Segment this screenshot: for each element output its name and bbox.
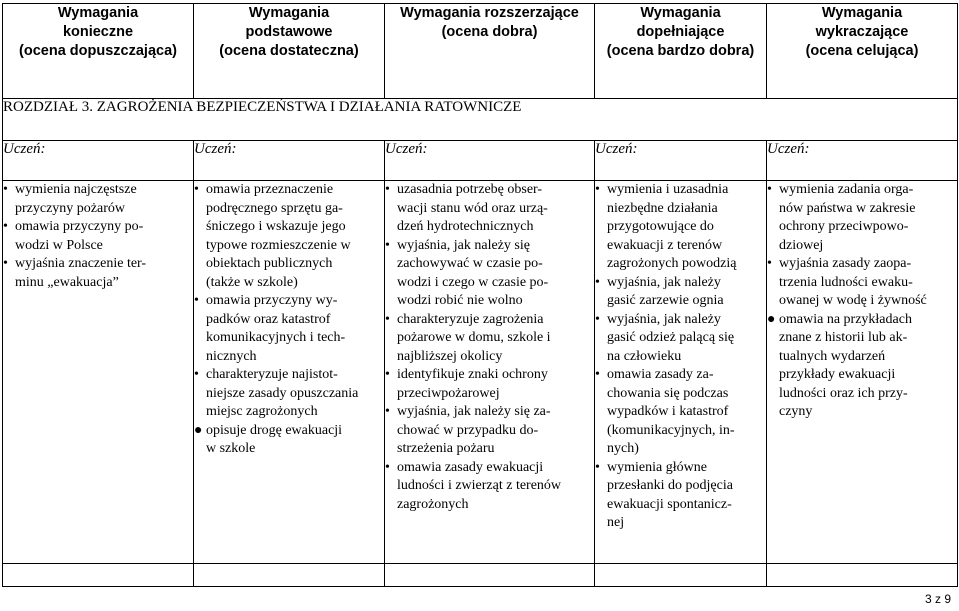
bullet-icon: •: [595, 367, 600, 382]
requirement-text: w szkole: [206, 441, 256, 456]
requirement-line: [194, 200, 384, 219]
requirement-line: [385, 255, 594, 274]
bullet-icon: •: [767, 256, 772, 271]
header-row: [3, 4, 958, 99]
requirement-line: [385, 181, 594, 200]
requirement-text: ludności oraz ich przy-: [779, 385, 908, 401]
requirement-text: ewakuacji spontanicz-: [607, 496, 732, 512]
header-line: dopełniające: [636, 24, 725, 40]
requirement-line: [194, 292, 384, 311]
header-cell: [385, 4, 595, 99]
requirement-line: [194, 218, 384, 237]
requirement-line: [3, 237, 193, 256]
bullet-icon: •: [767, 182, 772, 197]
header-line: (ocena celująca): [805, 43, 919, 59]
requirement-line: [3, 181, 193, 200]
requirement-line: [385, 348, 594, 367]
bullet-icon: •: [595, 182, 600, 197]
blank-row: [3, 564, 958, 587]
requirement-line: [595, 329, 766, 348]
requirement-text: omawia zasady ewakuacji: [397, 459, 544, 475]
bullet-icon: •: [194, 182, 199, 197]
requirement-text: gasić odzież palącą się: [607, 330, 735, 345]
requirement-text: wacji stanu wód oraz urzą-: [397, 200, 548, 216]
bullet-icon: •: [385, 237, 390, 253]
blank-cell: [385, 564, 595, 587]
requirement-line: [595, 514, 766, 533]
requirement-line: [767, 385, 957, 404]
bullet-icon: •: [3, 256, 8, 271]
chapter-row: [3, 99, 958, 141]
requirement-text: charakteryzuje najistot-: [206, 367, 338, 382]
bullet-icon: •: [385, 459, 390, 475]
uczen-label: Uczeń:: [194, 141, 385, 181]
requirement-line: [385, 496, 594, 515]
requirement-line: [595, 496, 766, 515]
requirement-line: [595, 292, 766, 311]
requirement-text: omawia zasady za-: [607, 367, 714, 382]
requirement-text: wymienia i uzasadnia: [607, 182, 729, 197]
requirement-text: wodzi w Polsce: [15, 237, 103, 253]
requirement-text: chować w przypadku do-: [397, 422, 539, 438]
requirement-text: charakteryzuje zagrożenia: [397, 311, 544, 327]
blank-cell: [194, 564, 385, 587]
header-line: Wymagania rozszerzające: [400, 5, 579, 21]
requirement-line: [595, 200, 766, 219]
requirement-text: wymienia główne: [607, 459, 707, 475]
requirement-text: niezbędne działania: [607, 200, 718, 216]
bullet-icon: •: [595, 274, 600, 290]
requirement-line: [194, 366, 384, 385]
requirement-text: zachowywać w czasie po-: [397, 256, 543, 271]
uczen-label: Uczeń:: [3, 141, 194, 181]
requirement-line: [194, 385, 384, 404]
requirement-line: [767, 181, 957, 200]
requirement-text: obiektach publicznych: [206, 256, 333, 271]
requirement-line: [595, 255, 766, 274]
requirement-line: [767, 292, 957, 311]
requirement-line: [385, 422, 594, 441]
requirement-text: nych): [607, 441, 639, 456]
requirement-line: [3, 200, 193, 219]
requirement-line: [194, 348, 384, 367]
chapter-title: ROZDZIAŁ 3. ZAGROŻENIA BEZPIECZEŃSTWA I DZIAŁANIA RATOWNICZE: [3, 99, 958, 141]
uczen-label: Uczeń:: [385, 141, 595, 181]
bullet-icon: ●: [767, 311, 776, 327]
requirement-line: [385, 366, 594, 385]
requirement-text: omawia przyczyny wy-: [206, 293, 338, 308]
requirement-line: [767, 255, 957, 274]
requirement-text: chowania się podczas: [607, 385, 729, 401]
requirement-line: [3, 255, 193, 274]
header-line: (ocena dopuszczająca): [19, 43, 177, 59]
requirement-text: przeciwpożarowej: [397, 385, 500, 401]
requirement-text: zagrożonych: [397, 496, 469, 512]
header-line: Wymagania: [640, 5, 721, 21]
requirement-text: wyjaśnia znaczenie ter-: [15, 256, 147, 271]
bullet-icon: •: [194, 293, 199, 308]
requirement-text: nej: [607, 515, 625, 530]
requirement-text: podręcznego sprzętu ga-: [206, 200, 343, 216]
requirement-text: przygotowujące do: [607, 219, 714, 234]
requirement-text: opisuje drogę ewakuacji: [206, 422, 343, 438]
requirement-text: pożarowe w domu, szkole i: [397, 330, 551, 345]
requirement-text: przykłady ewakuacji: [779, 367, 896, 382]
requirement-line: [767, 403, 957, 422]
requirement-line: [767, 348, 957, 367]
requirement-text: wyjaśnia, jak należy się: [397, 237, 530, 253]
requirement-line: [767, 329, 957, 348]
header-cell: [595, 4, 767, 99]
requirement-line: [767, 237, 957, 256]
requirement-line: [385, 218, 594, 237]
requirement-text: wyjaśnia, jak należy się za-: [397, 404, 551, 419]
bullet-icon: •: [385, 182, 390, 197]
header-line: (ocena dobra): [441, 24, 538, 40]
requirement-text: wymienia zadania orga-: [779, 182, 914, 197]
requirement-line: [595, 237, 766, 256]
requirement-text: znane z historii lub ak-: [779, 330, 908, 345]
content-row: [3, 181, 958, 564]
header-line: Wymagania: [248, 5, 330, 21]
requirement-text: omawia przyczyny po-: [15, 219, 144, 234]
requirement-text: miejsc zagrożonych: [206, 404, 318, 419]
requirement-text: komunikacyjnych i tech-: [206, 330, 346, 345]
requirement-line: [194, 181, 384, 200]
requirement-text: zagrożonych powodzią: [607, 256, 737, 271]
bullet-icon: •: [3, 182, 8, 197]
requirement-line: [595, 459, 766, 478]
uczen-label: Uczeń:: [595, 141, 767, 181]
requirement-line: [767, 311, 957, 330]
requirement-line: [3, 218, 193, 237]
requirement-line: [194, 403, 384, 422]
requirement-line: [385, 292, 594, 311]
requirement-text: omawia przeznaczenie: [206, 182, 334, 197]
requirement-line: [595, 348, 766, 367]
header-line: (ocena bardzo dobra): [606, 43, 755, 59]
requirement-text: wyjaśnia, jak należy: [607, 274, 721, 290]
requirement-text: wymienia najczęstsze: [15, 182, 137, 197]
requirement-line: [595, 422, 766, 441]
uczen-row: [3, 141, 958, 181]
requirement-line: [767, 274, 957, 293]
requirement-line: [385, 403, 594, 422]
requirement-text: niejsze zasady opuszczania: [206, 385, 359, 401]
bullet-icon: •: [385, 311, 390, 327]
requirement-line: [595, 366, 766, 385]
header-cell: [194, 4, 385, 99]
requirement-line: [595, 218, 766, 237]
requirement-text: padków oraz katastrof: [206, 311, 331, 327]
bullet-icon: •: [595, 311, 600, 327]
requirements-table: [2, 3, 958, 587]
requirement-line: [194, 422, 384, 441]
requirement-text: gasić zarzewie ognia: [607, 293, 724, 308]
requirement-line: [767, 200, 957, 219]
requirement-text: identyfikuje znaki ochrony: [397, 367, 548, 382]
blank-cell: [3, 564, 194, 587]
header-line: Wymagania: [57, 5, 139, 21]
requirement-text: przesłanki do podjęcia: [607, 478, 733, 493]
requirement-line: [595, 403, 766, 422]
requirement-text: trzenia ludności ewaku-: [779, 274, 913, 290]
requirement-text: dzeń hydrotechnicznych: [397, 219, 534, 234]
requirement-text: ochrony przeciwpowo-: [779, 219, 909, 234]
requirement-line: [595, 274, 766, 293]
requirement-text: tualnych wydarzeń: [779, 348, 886, 364]
header-line: konieczne: [62, 24, 134, 40]
bullet-icon: •: [385, 367, 390, 382]
header-cell: [3, 4, 194, 99]
requirement-line: [595, 477, 766, 496]
requirement-text: strzeżenia pożaru: [397, 441, 495, 456]
header-line: Wymagania: [821, 5, 903, 21]
requirement-line: [767, 218, 957, 237]
requirement-line: [595, 440, 766, 459]
bullet-icon: •: [595, 459, 600, 475]
requirement-line: [385, 440, 594, 459]
requirement-line: [385, 200, 594, 219]
page-number: 3 z 9: [924, 592, 951, 606]
bullet-icon: •: [194, 367, 199, 382]
blank-cell: [767, 564, 958, 587]
requirement-line: [194, 311, 384, 330]
requirement-text: (komunikacyjnych, in-: [607, 422, 735, 438]
requirement-text: przyczyny pożarów: [15, 200, 126, 216]
requirement-text: najbliższej okolicy: [397, 348, 503, 364]
requirement-text: wypadków i katastrof: [607, 404, 729, 419]
uczen-label: Uczeń:: [767, 141, 958, 181]
requirement-line: [3, 274, 193, 293]
requirement-line: [194, 329, 384, 348]
requirement-line: [385, 459, 594, 478]
requirement-text: wyjaśnia zasady zaopa-: [779, 256, 912, 271]
header-line: wykraczające: [815, 24, 909, 40]
requirement-text: ewakuacji z terenów: [607, 237, 723, 253]
requirement-text: dziowej: [779, 237, 824, 253]
requirement-text: typowe rozmieszczenie w: [206, 237, 351, 253]
requirement-text: owanej w wodę i żywność: [779, 293, 927, 308]
requirement-text: śniczego i wskazuje jego: [206, 219, 346, 234]
requirement-text: wyjaśnia, jak należy: [607, 311, 721, 327]
requirement-text: czyny: [779, 404, 813, 419]
requirement-text: omawia na przykładach: [779, 311, 912, 327]
requirement-line: [385, 477, 594, 496]
requirement-line: [194, 274, 384, 293]
header-cell: [767, 4, 958, 99]
requirement-text: na człowieku: [607, 348, 682, 364]
requirement-line: [385, 329, 594, 348]
requirement-text: uzasadnia potrzebę obser-: [397, 182, 543, 197]
requirements-column: [3, 181, 194, 564]
requirement-line: [385, 274, 594, 293]
requirement-text: minu „ewakuacja”: [15, 274, 119, 290]
requirement-line: [767, 366, 957, 385]
blank-cell: [595, 564, 767, 587]
requirement-line: [595, 311, 766, 330]
requirement-text: wodzi robić nie wolno: [397, 293, 523, 308]
requirement-line: [194, 237, 384, 256]
header-line: podstawowe: [245, 24, 333, 40]
requirements-column: [385, 181, 595, 564]
requirement-text: wodzi i czego w czasie po-: [397, 274, 549, 290]
requirements-column: [595, 181, 767, 564]
requirement-line: [194, 440, 384, 459]
requirement-line: [595, 181, 766, 200]
requirement-line: [194, 255, 384, 274]
bullet-icon: ●: [194, 422, 203, 438]
header-line: (ocena dostateczna): [219, 43, 359, 59]
requirements-column: [194, 181, 385, 564]
requirement-text: (także w szkole): [206, 274, 298, 290]
bullet-icon: •: [385, 404, 390, 419]
bullet-icon: •: [3, 219, 8, 234]
requirement-text: ludności i zwierząt z terenów: [397, 478, 562, 493]
requirement-text: nów państwa w zakresie: [779, 200, 916, 216]
requirement-line: [385, 311, 594, 330]
requirement-line: [385, 385, 594, 404]
requirements-column: [767, 181, 958, 564]
requirement-line: [595, 385, 766, 404]
requirement-text: nicznych: [206, 348, 257, 364]
requirement-line: [385, 237, 594, 256]
